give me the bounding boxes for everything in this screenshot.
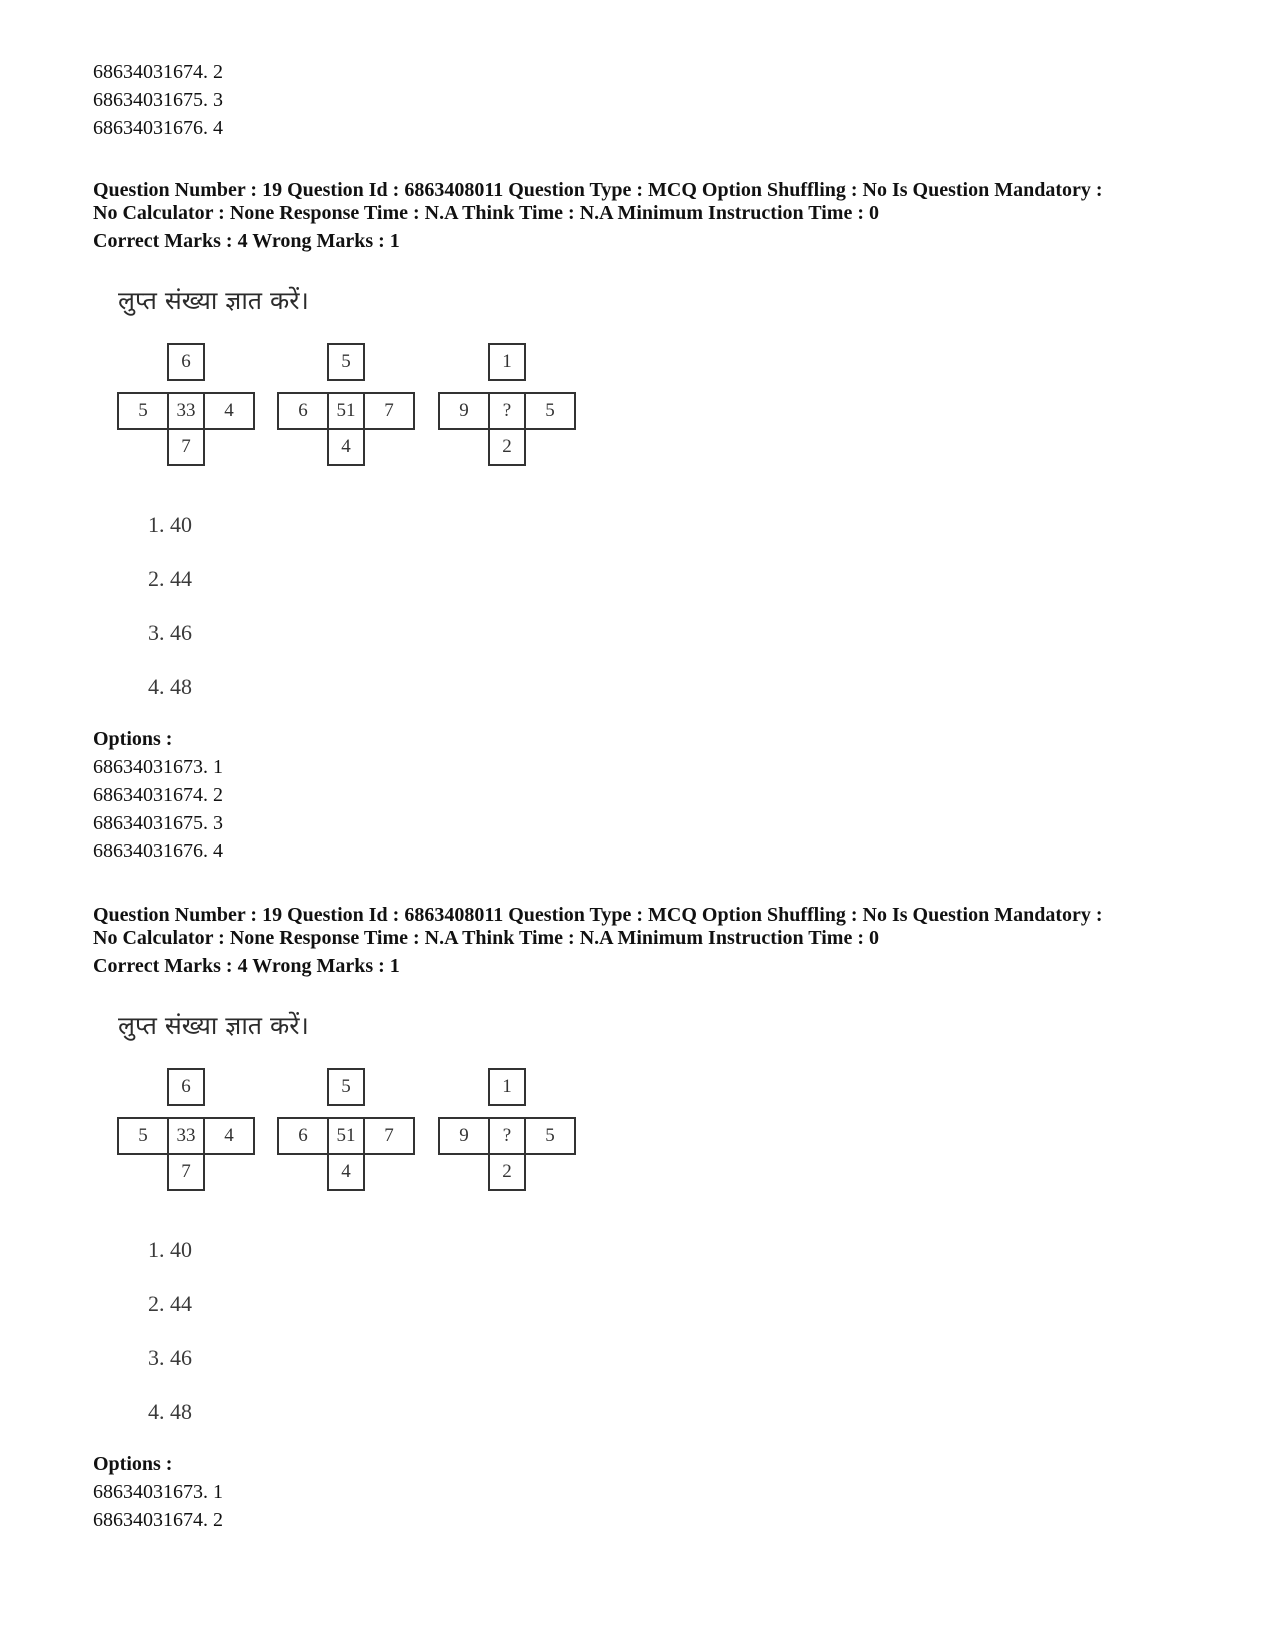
figure-cell-center: 51 — [327, 392, 365, 430]
figure-cell-top: 6 — [167, 1068, 205, 1106]
figure-cell-bottom: 2 — [488, 1153, 526, 1191]
answer-choice: 1. 40 — [148, 512, 192, 537]
figure-cell-bottom: 7 — [167, 428, 205, 466]
figure-cell-bottom: 7 — [167, 1153, 205, 1191]
option-line: 68634031675. 3 — [93, 812, 223, 834]
answer-choice: 4. 48 — [148, 1399, 192, 1424]
figure-cell-left: 5 — [117, 1117, 169, 1155]
figure-cell-left: 6 — [277, 392, 329, 430]
option-line: 68634031674. 2 — [93, 61, 223, 83]
figure-cell-center: 33 — [167, 392, 205, 430]
answer-choice: 2. 44 — [148, 566, 192, 591]
answer-choice: 4. 48 — [148, 674, 192, 699]
figure-cell-right: 5 — [524, 392, 576, 430]
options-label: Options : — [93, 728, 173, 750]
figure-cell-bottom: 4 — [327, 1153, 365, 1191]
figure-cell-right: 4 — [203, 392, 255, 430]
options-label: Options : — [93, 1453, 173, 1475]
option-line: 68634031673. 1 — [93, 1481, 223, 1503]
question-text: लुप्त संख्या ज्ञात करें। — [118, 1011, 309, 1040]
question-meta-line: Question Number : 19 Question Id : 6863408011 Question Type : MCQ Option Shuffling : No Is Question Mandatory : — [93, 179, 1103, 201]
question-meta-line: No Calculator : None Response Time : N.A Think Time : N.A Minimum Instruction Time : 0 — [93, 202, 879, 224]
question-meta-line: No Calculator : None Response Time : N.A Think Time : N.A Minimum Instruction Time : 0 — [93, 927, 879, 949]
question-marks: Correct Marks : 4 Wrong Marks : 1 — [93, 955, 400, 977]
figure-cell-top: 1 — [488, 1068, 526, 1106]
figure-cell-left: 9 — [438, 1117, 490, 1155]
figure-cell-right: 5 — [524, 1117, 576, 1155]
figure-cell-center: ? — [488, 1117, 526, 1155]
option-line: 68634031676. 4 — [93, 117, 223, 139]
figure-cell-right: 4 — [203, 1117, 255, 1155]
figure-cell-top: 1 — [488, 343, 526, 381]
option-line: 68634031673. 1 — [93, 756, 223, 778]
figure-cell-left: 9 — [438, 392, 490, 430]
figure-cell-bottom: 2 — [488, 428, 526, 466]
question-marks: Correct Marks : 4 Wrong Marks : 1 — [93, 230, 400, 252]
figure-cell-top: 6 — [167, 343, 205, 381]
option-line: 68634031674. 2 — [93, 784, 223, 806]
figure-cell-center: 33 — [167, 1117, 205, 1155]
question-meta-line: Question Number : 19 Question Id : 6863408011 Question Type : MCQ Option Shuffling : No Is Question Mandatory : — [93, 904, 1103, 926]
figure-cell-bottom: 4 — [327, 428, 365, 466]
figure-cell-right: 7 — [363, 1117, 415, 1155]
figure-cell-left: 6 — [277, 1117, 329, 1155]
figure-cell-center: ? — [488, 392, 526, 430]
figure-cell-top: 5 — [327, 343, 365, 381]
answer-choice: 2. 44 — [148, 1291, 192, 1316]
option-line: 68634031675. 3 — [93, 89, 223, 111]
figure-cell-right: 7 — [363, 392, 415, 430]
figure-cell-center: 51 — [327, 1117, 365, 1155]
option-line: 68634031674. 2 — [93, 1509, 223, 1531]
answer-choice: 1. 40 — [148, 1237, 192, 1262]
option-line: 68634031676. 4 — [93, 840, 223, 862]
question-text: लुप्त संख्या ज्ञात करें। — [118, 286, 309, 315]
answer-choice: 3. 46 — [148, 1345, 192, 1370]
figure-cell-left: 5 — [117, 392, 169, 430]
figure-cell-top: 5 — [327, 1068, 365, 1106]
answer-choice: 3. 46 — [148, 620, 192, 645]
